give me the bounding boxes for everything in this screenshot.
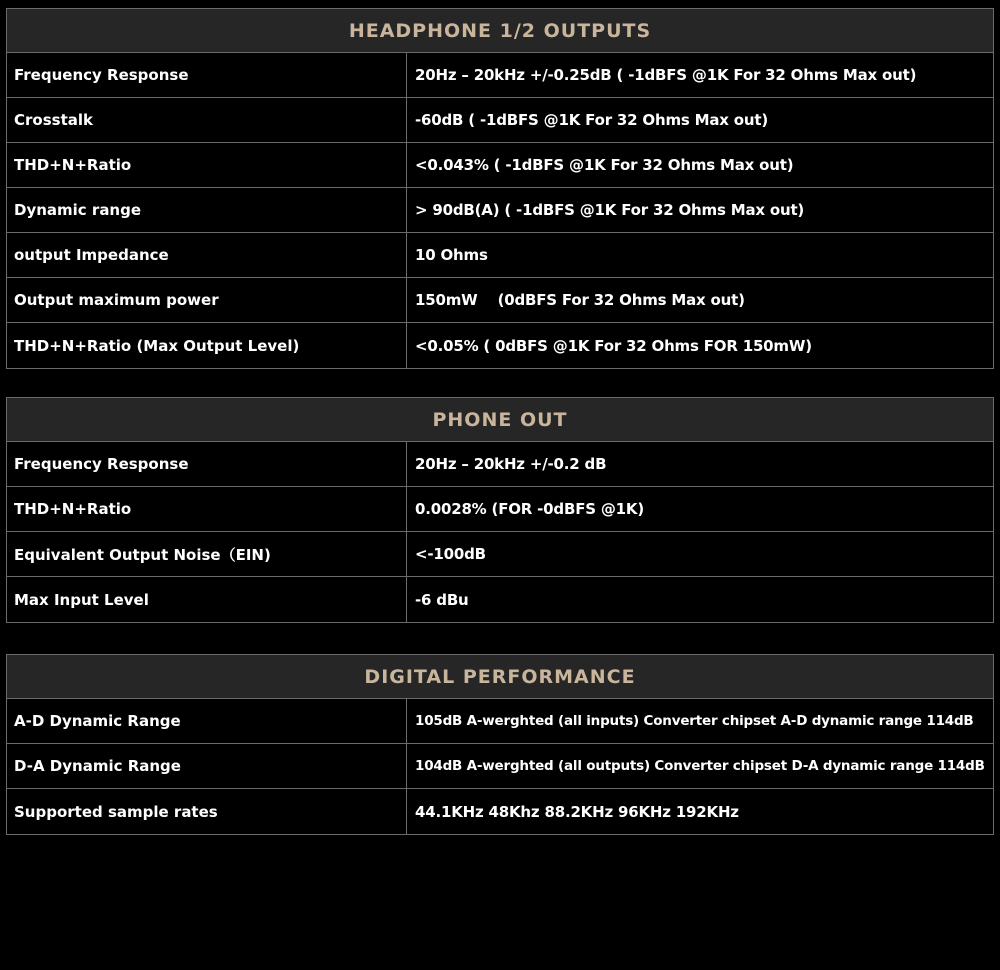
spec-value: 105dB A-werghted (all inputs) Converter chipset A-D dynamic range 114dB [415, 713, 974, 729]
table-row [7, 143, 993, 188]
spec-value: <-100dB [415, 545, 486, 563]
spec-label: Max Input Level [7, 577, 407, 622]
section-title: HEADPHONE 1/2 OUTPUTS [348, 19, 652, 42]
spec-value: 150mW (0dBFS For 32 Ohms Max out) [415, 291, 745, 309]
section-header [7, 655, 993, 699]
spec-label: D-A Dynamic Range [7, 744, 407, 788]
table-row [7, 53, 993, 98]
spec-label: THD+N+Ratio [7, 487, 407, 531]
section-header [7, 398, 993, 442]
spec-label: THD+N+Ratio (Max Output Level) [7, 323, 407, 368]
spec-value: 104dB A-werghted (all outputs) Converter chipset D-A dynamic range 114dB [415, 758, 985, 774]
section-header [7, 9, 993, 53]
phone-out-table [6, 397, 994, 623]
table-row [7, 487, 993, 532]
table-row [7, 98, 993, 143]
spec-value: 0.0028% (FOR -0dBFS @1K) [415, 500, 644, 518]
spec-label: Frequency Response [7, 442, 407, 486]
section-title: DIGITAL PERFORMANCE [364, 665, 636, 688]
spec-label: Frequency Response [7, 53, 407, 97]
spec-label: Crosstalk [7, 98, 407, 142]
spec-label: Supported sample rates [7, 789, 407, 834]
table-row [7, 442, 993, 487]
spec-label: Dynamic range [7, 188, 407, 232]
spec-value: -6 dBu [415, 590, 469, 609]
table-row [7, 323, 993, 368]
spec-value: <0.043% ( -1dBFS @1K For 32 Ohms Max out) [415, 156, 794, 174]
table-row [7, 577, 993, 622]
table-row [7, 699, 993, 744]
spec-value: -60dB ( -1dBFS @1K For 32 Ohms Max out) [415, 111, 768, 129]
spec-label: A-D Dynamic Range [7, 699, 407, 743]
table-row [7, 532, 993, 577]
spec-value: 20Hz – 20kHz +/-0.25dB ( -1dBFS @1K For 32 Ohms Max out) [415, 66, 917, 84]
digital-performance-table [6, 654, 994, 835]
table-row [7, 744, 993, 789]
spec-value: 10 Ohms [415, 246, 488, 264]
spec-value: > 90dB(A) ( -1dBFS @1K For 32 Ohms Max out) [415, 201, 805, 219]
table-row [7, 278, 993, 323]
spec-value: <0.05% ( 0dBFS @1K For 32 Ohms FOR 150mW) [415, 336, 812, 355]
spec-label: THD+N+Ratio [7, 143, 407, 187]
spec-value: 44.1KHz 48Khz 88.2KHz 96KHz 192KHz [415, 802, 739, 821]
spec-label: output Impedance [7, 233, 407, 277]
section-title: PHONE OUT [432, 408, 568, 431]
table-row [7, 188, 993, 233]
spec-label: Output maximum power [7, 278, 407, 322]
table-row [7, 789, 993, 834]
spec-value: 20Hz – 20kHz +/-0.2 dB [415, 455, 607, 473]
table-row [7, 233, 993, 278]
spec-label: Equivalent Output Noise（EIN) [7, 532, 407, 576]
headphone-outputs-table [6, 8, 994, 369]
